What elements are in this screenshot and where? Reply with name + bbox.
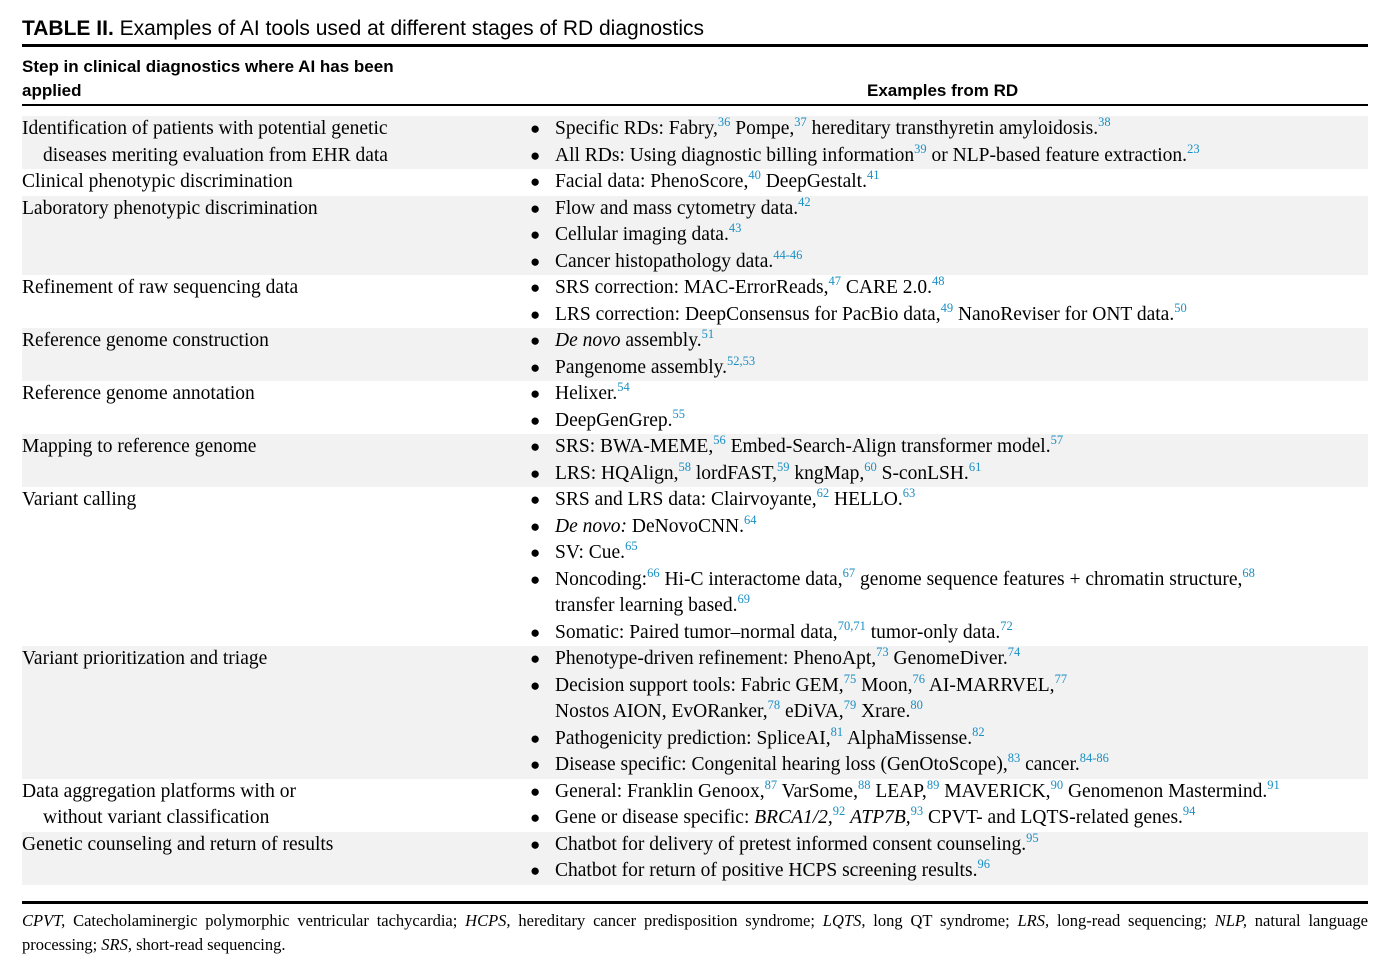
table-row xyxy=(22,196,1368,276)
reference-citation: 68 xyxy=(1242,565,1255,580)
text-run: MAVERICK, xyxy=(939,780,1051,802)
examples-cell xyxy=(530,328,1368,381)
bullet-icon: ● xyxy=(530,278,541,297)
reference-citation: 87 xyxy=(764,777,778,792)
reference-citation: 84-86 xyxy=(1079,751,1109,765)
example-text xyxy=(555,381,630,408)
text-run: Cancer histopathology data. xyxy=(555,250,774,272)
reference-citation: 76 xyxy=(912,671,926,686)
text-run: hereditary transthyretin amyloidosis. xyxy=(806,118,1099,139)
step-cell xyxy=(22,832,530,885)
italic-text: NLP, xyxy=(1214,910,1247,930)
bullet-icon: ● xyxy=(530,410,541,430)
reference-citation: 90 xyxy=(1050,777,1064,792)
text-run: Noncoding: xyxy=(555,568,648,590)
reference-citation: 67 xyxy=(842,565,856,580)
bullet-icon: ● xyxy=(530,463,541,483)
text-run: Gene or disease specific: xyxy=(555,807,755,828)
example-text xyxy=(555,169,879,196)
italic-text: SRS, xyxy=(101,934,132,954)
example-item xyxy=(530,222,1368,249)
reference-citation: 43 xyxy=(728,221,742,235)
examples-cell xyxy=(530,487,1368,646)
example-item xyxy=(530,169,1368,196)
step-text: Clinical phenotypic discrimination xyxy=(22,171,293,192)
text-run: SV: Cue. xyxy=(555,542,626,563)
example-text xyxy=(555,752,1109,779)
reference-citation: 54 xyxy=(617,380,630,394)
text-run: AlphaMissense. xyxy=(843,727,973,749)
examples-cell xyxy=(530,381,1368,434)
text-run: Specific RDs: Fabry, xyxy=(555,118,718,139)
example-item xyxy=(530,249,1368,276)
examples-cell xyxy=(530,116,1368,169)
bullet-icon: ● xyxy=(530,331,541,350)
example-item xyxy=(530,726,1368,753)
text-run: transfer learning based. xyxy=(555,595,738,616)
text-run: VarSome, xyxy=(777,780,858,802)
reference-citation: 60 xyxy=(864,459,877,474)
example-item xyxy=(530,355,1368,382)
text-run: S-conLSH. xyxy=(876,462,969,484)
reference-citation: 37 xyxy=(794,115,807,129)
bullet-icon: ● xyxy=(530,172,541,191)
bullet-icon: ● xyxy=(530,649,541,668)
reference-citation: 23 xyxy=(1187,141,1200,156)
example-item xyxy=(530,328,1368,355)
example-text xyxy=(555,620,1013,647)
example-text xyxy=(555,805,1195,832)
example-item xyxy=(530,275,1368,302)
text-run: Helixer. xyxy=(555,383,618,404)
step-text: Mapping to reference genome xyxy=(22,436,257,457)
step-text: Genetic counseling and return of results xyxy=(22,833,334,855)
example-text xyxy=(555,726,985,753)
text-run: General: Franklin Genoox, xyxy=(555,780,765,802)
step-text: diseases meriting evaluation from EHR data xyxy=(43,144,388,166)
table-row xyxy=(22,328,1368,381)
text-run: LEAP, xyxy=(870,780,927,802)
examples-cell xyxy=(530,434,1368,487)
bullet-icon: ● xyxy=(530,755,541,774)
reference-citation: 51 xyxy=(701,327,715,341)
example-item xyxy=(530,487,1368,514)
text-run: CARE 2.0. xyxy=(841,277,933,298)
reference-citation: 79 xyxy=(843,698,857,712)
text-run: hereditary cancer predisposition syndrome; xyxy=(510,910,823,930)
reference-citation: 57 xyxy=(1050,433,1064,447)
example-text xyxy=(555,832,1039,859)
example-item xyxy=(530,567,1368,620)
reference-citation: 61 xyxy=(968,459,982,474)
example-text xyxy=(555,779,1280,806)
example-item xyxy=(530,461,1368,488)
italic-text: ATP7B, xyxy=(850,807,911,828)
bullet-icon: ● xyxy=(530,861,541,880)
reference-citation: 47 xyxy=(828,274,841,288)
header-step-column xyxy=(22,55,462,103)
bullet-icon: ● xyxy=(530,251,541,271)
text-run: LRS: HQAlign, xyxy=(555,462,679,484)
table-row xyxy=(22,169,1368,196)
step-cell xyxy=(22,434,530,487)
reference-citation: 56 xyxy=(713,433,726,447)
examples-cell xyxy=(530,169,1368,196)
text-run: natural language processing; xyxy=(22,910,1368,954)
examples-cell xyxy=(530,779,1368,832)
examples-cell xyxy=(530,832,1368,885)
text-run: short-read sequencing. xyxy=(132,934,286,954)
example-text xyxy=(555,461,981,488)
text-run: SRS and LRS data: Clairvoyante, xyxy=(555,489,817,510)
text-run: DeNovoCNN. xyxy=(627,515,745,537)
step-cell xyxy=(22,116,530,169)
reference-citation: 91 xyxy=(1267,777,1280,792)
example-text xyxy=(555,222,741,249)
italic-text: BRCA1/2, xyxy=(754,807,833,828)
step-text: Data aggregation platforms with or xyxy=(22,780,296,802)
table-row xyxy=(22,275,1368,328)
table-row xyxy=(22,381,1368,434)
text-run: Chatbot for return of positive HCPS screening results. xyxy=(555,860,978,881)
table-body xyxy=(22,106,1368,885)
reference-citation: 81 xyxy=(830,724,844,739)
bottom-rule xyxy=(22,901,1368,904)
text-run: Cellular imaging data. xyxy=(555,224,729,245)
text-run: Pompe, xyxy=(730,118,795,139)
text-run: or NLP-based feature extraction. xyxy=(926,144,1188,166)
bullet-icon: ● xyxy=(530,543,541,562)
example-text xyxy=(555,355,755,382)
text-run: Nostos AION, EvORanker, xyxy=(555,701,768,722)
table-header xyxy=(22,47,1368,104)
reference-citation: 44-46 xyxy=(773,247,803,262)
text-run: Facial data: PhenoScore, xyxy=(555,171,749,192)
examples-cell xyxy=(530,196,1368,276)
reference-citation: 96 xyxy=(977,857,990,871)
reference-citation: 69 xyxy=(737,592,750,606)
example-item xyxy=(530,143,1368,170)
reference-citation: 75 xyxy=(843,671,857,686)
text-run: HELLO. xyxy=(829,489,903,510)
table-row xyxy=(22,434,1368,487)
example-text xyxy=(555,540,638,567)
text-run: Chatbot for delivery of pretest informed consent counseling. xyxy=(555,833,1027,855)
reference-citation: 93 xyxy=(910,804,924,818)
example-item xyxy=(530,434,1368,461)
reference-citation: 92 xyxy=(832,804,846,818)
italic-text: LRS, xyxy=(1017,910,1050,930)
text-run: Xrare. xyxy=(856,701,911,722)
table-footnote xyxy=(22,909,1368,957)
reference-citation: 65 xyxy=(625,539,638,553)
reference-citation: 83 xyxy=(1007,751,1021,765)
reference-citation: 72 xyxy=(1000,618,1013,633)
text-run: GenomeDiver. xyxy=(888,648,1008,669)
reference-citation: 82 xyxy=(972,724,985,739)
header-step-line-2: applied xyxy=(22,81,82,100)
example-text xyxy=(555,143,1200,170)
bullet-icon: ● xyxy=(530,437,541,456)
reference-citation: 39 xyxy=(914,141,927,156)
example-item xyxy=(530,116,1368,143)
step-text: Refinement of raw sequencing data xyxy=(22,277,299,298)
example-item xyxy=(530,196,1368,223)
bullet-icon: ● xyxy=(530,569,541,589)
example-item xyxy=(530,805,1368,832)
text-run: Phenotype-driven refinement: PhenoApt, xyxy=(555,648,877,669)
text-run: AI-MARRVEL, xyxy=(925,674,1055,696)
reference-citation: 80 xyxy=(910,698,923,712)
example-item xyxy=(530,646,1368,673)
text-run: Disease specific: Congenital hearing loss (GenOtoScope), xyxy=(555,754,1008,775)
reference-citation: 48 xyxy=(932,274,945,288)
table-row xyxy=(22,646,1368,779)
bullet-icon: ● xyxy=(530,357,541,377)
text-run: Moon, xyxy=(856,674,913,696)
step-cell xyxy=(22,328,530,381)
bullet-icon: ● xyxy=(530,834,541,854)
example-text xyxy=(555,673,1067,726)
text-run: CPVT- and LQTS-related genes. xyxy=(923,807,1183,828)
reference-citation: 74 xyxy=(1007,645,1021,659)
reference-citation: 64 xyxy=(744,512,757,527)
text-run: DeepGestalt. xyxy=(760,171,867,192)
text-run: assembly. xyxy=(620,330,702,351)
text-run: LRS correction: DeepConsensus for PacBio data, xyxy=(555,303,941,325)
example-text xyxy=(555,275,945,302)
italic-text: HCPS, xyxy=(465,910,511,930)
step-text: Variant calling xyxy=(22,489,137,510)
step-text: Identification of patients with potential genetic xyxy=(22,118,388,139)
text-run: Somatic: Paired tumor–normal data, xyxy=(555,621,838,643)
table-caption: Examples of AI tools used at different stages of RD diagnostics xyxy=(119,17,705,40)
text-run: long QT syndrome; xyxy=(865,910,1018,930)
step-cell xyxy=(22,275,530,328)
table-row xyxy=(22,832,1368,885)
text-run: Pathogenicity prediction: SpliceAI, xyxy=(555,727,831,749)
text-run: long-read sequencing; xyxy=(1049,910,1215,930)
step-text: Reference genome annotation xyxy=(22,383,255,404)
step-cell xyxy=(22,487,530,646)
table-row xyxy=(22,779,1368,832)
text-run: Hi-C interactome data, xyxy=(659,568,843,590)
reference-citation: 58 xyxy=(678,459,692,474)
text-run: Pangenome assembly. xyxy=(555,356,728,378)
example-text xyxy=(555,646,1020,673)
text-run: kngMap, xyxy=(789,462,865,484)
example-item xyxy=(530,408,1368,435)
example-item xyxy=(530,381,1368,408)
bullet-icon: ● xyxy=(530,490,541,509)
italic-text: LQTS, xyxy=(822,910,866,930)
text-run: Catecholaminergic polymorphic ventricular tachycardia; xyxy=(65,910,466,930)
text-run: Embed-Search-Align transformer model. xyxy=(725,436,1051,457)
table-title xyxy=(22,14,1368,44)
reference-citation: 78 xyxy=(767,698,781,712)
text-run: eDiVA, xyxy=(780,701,844,722)
bullet-icon: ● xyxy=(530,384,541,403)
example-item xyxy=(530,832,1368,859)
reference-citation: 40 xyxy=(748,168,761,182)
text-run: cancer. xyxy=(1020,754,1080,775)
bullet-icon: ● xyxy=(530,304,541,324)
bullet-icon: ● xyxy=(530,808,541,827)
bullet-icon: ● xyxy=(530,516,541,536)
bullet-icon: ● xyxy=(530,225,541,244)
examples-cell xyxy=(530,646,1368,779)
text-run: tumor-only data. xyxy=(865,621,1001,643)
bullet-icon: ● xyxy=(530,728,541,748)
reference-citation: 62 xyxy=(816,486,830,500)
italic-text: CPVT, xyxy=(22,910,66,930)
example-text xyxy=(555,567,1255,620)
step-cell xyxy=(22,779,530,832)
example-text xyxy=(555,328,714,355)
reference-citation: 89 xyxy=(926,777,940,792)
text-run: SRS: BWA-MEME, xyxy=(555,436,714,457)
reference-citation: 52,53 xyxy=(727,353,756,368)
reference-citation: 49 xyxy=(940,300,954,315)
text-run: All RDs: Using diagnostic billing information xyxy=(555,144,915,166)
reference-citation: 88 xyxy=(857,777,871,792)
text-run: Genomenon Mastermind. xyxy=(1063,780,1268,802)
text-run: DeepGenGrep. xyxy=(555,409,673,431)
bullet-icon: ● xyxy=(530,781,541,801)
bullet-icon: ● xyxy=(530,198,541,218)
table-row xyxy=(22,487,1368,646)
example-text xyxy=(555,408,685,435)
reference-citation: 70,71 xyxy=(837,618,866,633)
text-run: Decision support tools: Fabric GEM, xyxy=(555,674,844,696)
example-item xyxy=(530,302,1368,329)
example-text xyxy=(555,514,757,541)
reference-citation: 42 xyxy=(798,194,811,209)
italic-text: De novo: xyxy=(555,515,628,537)
reference-citation: 66 xyxy=(647,565,660,580)
step-cell xyxy=(22,381,530,434)
reference-citation: 50 xyxy=(1174,300,1187,315)
header-step-line-1: Step in clinical diagnostics where AI has been xyxy=(22,57,394,76)
text-run: NanoReviser for ONT data. xyxy=(953,303,1175,325)
example-text xyxy=(555,434,1063,461)
example-text xyxy=(555,196,811,223)
step-cell xyxy=(22,646,530,779)
example-text xyxy=(555,249,802,276)
examples-cell xyxy=(530,275,1368,328)
example-item xyxy=(530,673,1368,726)
example-text xyxy=(555,116,1111,143)
reference-citation: 94 xyxy=(1182,804,1196,818)
text-run: genome sequence features + chromatin structure, xyxy=(855,568,1243,590)
step-cell xyxy=(22,169,530,196)
step-text: Laboratory phenotypic discrimination xyxy=(22,197,318,219)
bullet-icon: ● xyxy=(530,119,541,138)
step-cell xyxy=(22,196,530,276)
item-continuation-line xyxy=(555,699,1067,726)
reference-citation: 63 xyxy=(902,486,916,500)
italic-text: De novo xyxy=(555,330,621,351)
example-item xyxy=(530,540,1368,567)
item-continuation-line xyxy=(555,593,1255,620)
reference-citation: 73 xyxy=(876,645,889,659)
table-container xyxy=(22,14,1368,957)
table-label: TABLE II. xyxy=(22,17,114,40)
example-item xyxy=(530,752,1368,779)
example-text xyxy=(555,302,1187,329)
table-row xyxy=(22,116,1368,169)
step-text: without variant classification xyxy=(43,807,270,828)
bullet-icon: ● xyxy=(530,145,541,165)
example-item xyxy=(530,858,1368,885)
text-run: lordFAST, xyxy=(691,462,777,484)
text-run: Flow and mass cytometry data. xyxy=(555,197,799,219)
reference-citation: 38 xyxy=(1098,115,1111,129)
reference-citation: 59 xyxy=(776,459,790,474)
reference-citation: 95 xyxy=(1026,830,1039,845)
reference-citation: 36 xyxy=(717,115,731,129)
bullet-icon: ● xyxy=(530,622,541,642)
example-text xyxy=(555,858,990,885)
example-text xyxy=(555,487,915,514)
bullet-icon: ● xyxy=(530,675,541,695)
text-run: SRS correction: MAC-ErrorReads, xyxy=(555,277,829,298)
step-text: Reference genome construction xyxy=(22,330,269,351)
reference-citation: 77 xyxy=(1054,671,1068,686)
example-item xyxy=(530,620,1368,647)
step-text: Variant prioritization and triage xyxy=(22,648,268,669)
example-item xyxy=(530,779,1368,806)
example-item xyxy=(530,514,1368,541)
header-examples-column: Examples from RD xyxy=(867,81,1019,100)
reference-citation: 55 xyxy=(672,406,685,421)
reference-citation: 41 xyxy=(866,168,880,182)
